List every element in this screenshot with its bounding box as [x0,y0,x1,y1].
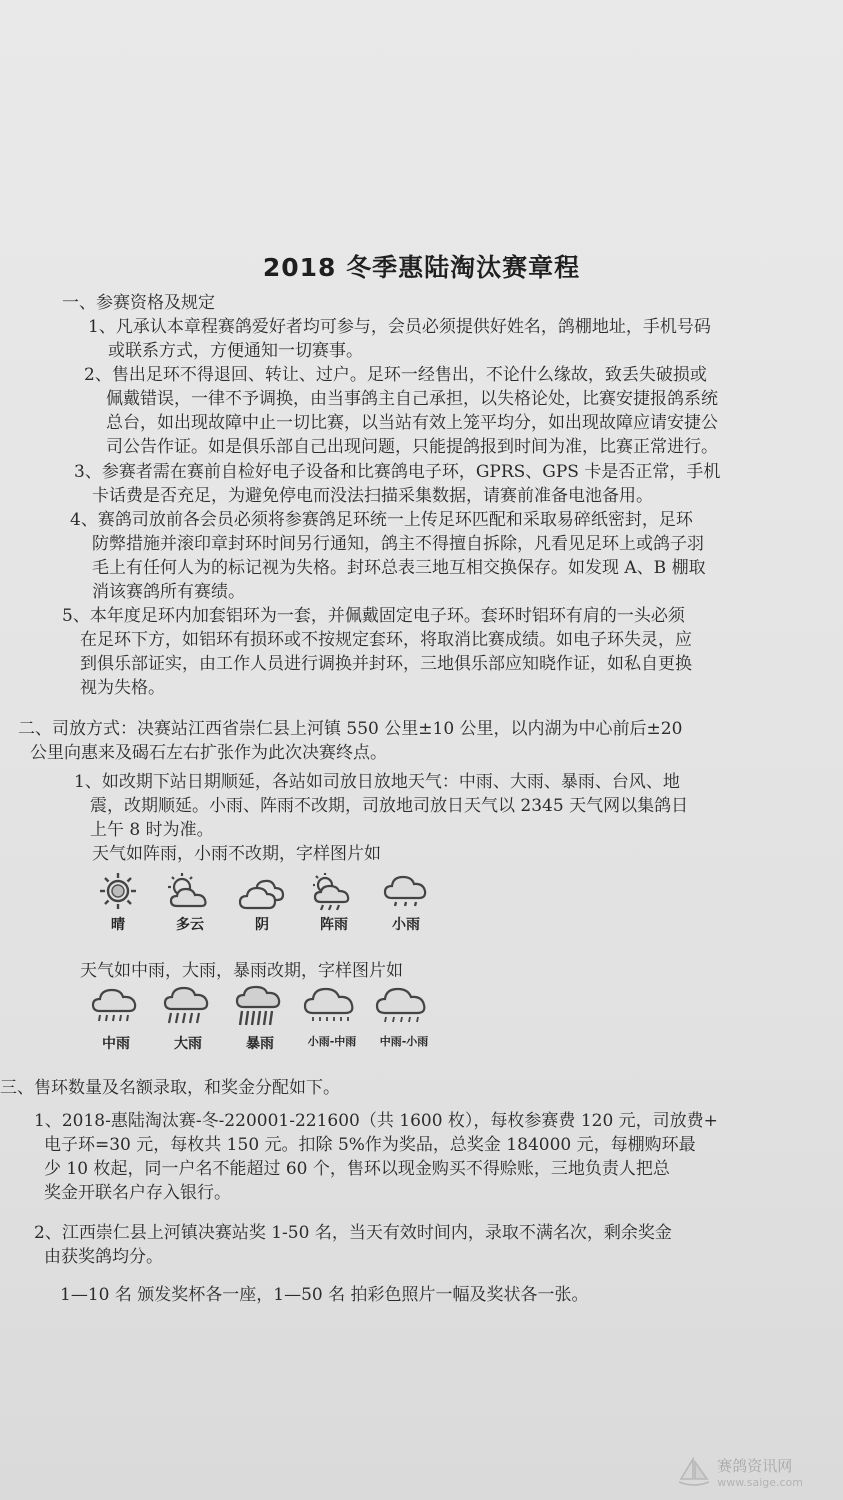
section1-item3-line2: 卡话费是否充足，为避免停电而没法扫描采集数据，请赛前准备电池备用。 [92,486,653,506]
section1-item2-line2: 佩戴错误，一律不予调换，由当事鸽主自己承担，以失格论处，比赛安捷报鸽系统 [106,389,718,409]
rainstorm-icon [231,985,289,1031]
sunny-icon [91,870,145,912]
weather-item-light-to-moderate-rain [296,985,368,1053]
weather-label-heavy-rain: 大雨 [174,1036,202,1052]
weather-item-overcast [226,870,298,934]
section3-awards: 1—10 名 颁发奖杯各一座，1—50 名 拍彩色照片一幅及奖状各一张。 [60,1285,589,1305]
section1-item4-line4: 消该赛鸽所有赛绩。 [92,582,245,602]
section1-item5-line1: 5、本年度足环内加套铝环为一套，并佩戴固定电子环。套环时铝环有肩的一头必须 [62,606,685,626]
section1-item2-line4: 司公告作证。如是俱乐部自己出现问题，只能提鸽报到时间为准，比赛正常进行。 [106,437,718,457]
section1-heading: 一、参赛资格及规定 [62,293,215,313]
weather-item-partly-cloudy [154,870,226,934]
document-title: 2018 冬季惠陆淘汰赛章程 [262,253,581,282]
section2-item1-line1: 1、如改期下站日期顺延，各站如司放日放地天气：中雨、大雨、暴雨、台风、地 [74,772,680,792]
section2-item1-line2: 震，改期顺延。小雨、阵雨不改期，司放地司放日天气以 2345 天气网以集鸽日 [90,796,689,816]
section3-item1-line3: 少 10 枚起，同一户名不能超过 60 个，售环以现金购买不得赊账，三地负责人把总 [44,1159,670,1179]
section2-heading-line2: 公里向惠来及碣石左右扩张作为此次决赛终点。 [30,743,387,763]
weather-note-postpone: 天气如中雨，大雨，暴雨改期，字样图片如 [80,961,403,981]
section1-item5-line3: 到俱乐部证实，由工作人员进行调换并封环，三地俱乐部应知晓作证，如私自更换 [80,654,692,674]
section1-item1-line2: 或联系方式，方便通知一切赛事。 [108,341,363,361]
weather-note-no-postpone: 天气如阵雨，小雨不改期，字样图片如 [92,844,381,864]
weather-item-sunny [82,870,154,934]
section1-item4-line3: 毛上有任何人为的标记视为失格。封环总表三地互相交换保存。如发现 A、B 棚取 [92,558,706,578]
watermark [677,1455,803,1489]
section1-item2-line1: 2、售出足环不得退回、转让、过户。足环一经售出，不论什么缘故，致丢失破损或 [84,365,707,385]
section1-item5-line2: 在足环下方，如铝环有损环或不按规定套环，将取消比赛成绩。如电子环失灵，应 [80,630,692,650]
section3-item1-line1: 1、2018-惠陆淘汰赛-冬-220001-221600（共 1600 枚），每枚参赛费 120 元，司放费+ [34,1111,718,1131]
weather-item-moderate-to-light-rain [368,985,440,1053]
heavy-rain-icon [159,985,217,1031]
section1-item4-line1: 4、赛鸽司放前各会员必须将参赛鸽足环统一上传足环匹配和采取易碎纸密封，足环 [70,510,693,530]
weather-item-shower [298,870,370,934]
section1-item2-line3: 总台，如出现故障中止一切比赛，以当站有效上笼平均分，如出现故障应请安捷公 [106,413,718,433]
weather-item-heavy-rain [152,985,224,1053]
section3-item2-line2: 由获奖鸽均分。 [44,1247,163,1267]
weather-label-light-rain: 小雨 [392,917,420,933]
weather-icons-postpone [80,985,440,1053]
moderate-to-light-rain-icon [371,985,437,1031]
partly-cloudy-icon [163,870,217,912]
weather-label-moderate-rain: 中雨 [102,1036,130,1052]
weather-label-shower: 阵雨 [320,917,348,933]
section1-item1-line1: 1、凡承认本章程赛鸽爱好者均可参与，会员必须提供好姓名，鸽棚地址，手机号码 [88,317,711,337]
section1-item5-line4: 视为失格。 [80,678,165,698]
section3-item1-line4: 奖金开联名户存入银行。 [44,1183,231,1203]
weather-label-rainstorm: 暴雨 [246,1036,274,1052]
sailboat-logo-icon [677,1457,711,1487]
section3-heading: 三、售环数量及名额录取，和奖金分配如下。 [0,1078,340,1098]
section3-item1-line2: 电子环=30 元，每枚共 150 元。扣除 5%作为奖品，总奖金 184000 元，每棚购环最 [44,1135,696,1155]
section2-heading-line1: 二、司放方式：决赛站江西省崇仁县上河镇 550 公里±10 公里，以内湖为中心前后±20 [18,719,683,739]
section2-item1-line3: 上午 8 时为准。 [90,820,214,840]
weather-icons-no-postpone [82,870,442,934]
shower-icon [307,870,361,912]
light-rain-icon [379,870,433,912]
watermark-site-name: 赛鸽资讯网 [717,1457,793,1475]
weather-label-moderate-to-light-rain: 中雨-小雨 [379,1035,429,1048]
weather-label-light-to-moderate-rain: 小雨-中雨 [307,1035,357,1048]
section1-item4-line2: 防弊措施并滚印章封环时间另行通知，鸽主不得擅自拆除，凡看见足环上或鸽子羽 [92,534,704,554]
section1-item3-line1: 3、参赛者需在赛前自检好电子设备和比赛鸽电子环，GPRS、GPS 卡是否正常，手机 [74,462,721,482]
weather-item-rainstorm [224,985,296,1053]
weather-label-sunny: 晴 [111,917,125,933]
weather-label-partly-cloudy: 多云 [176,917,204,933]
weather-item-moderate-rain [80,985,152,1053]
weather-label-overcast: 阴 [255,917,269,933]
weather-item-light-rain [370,870,442,934]
watermark-url: www.saige.com [717,1476,803,1489]
light-to-moderate-rain-icon [299,985,365,1031]
moderate-rain-icon [87,985,145,1031]
section3-item2-line1: 2、江西崇仁县上河镇决赛站奖 1-50 名，当天有效时间内，录取不满名次，剩余奖金 [34,1223,672,1243]
overcast-icon [235,870,289,912]
